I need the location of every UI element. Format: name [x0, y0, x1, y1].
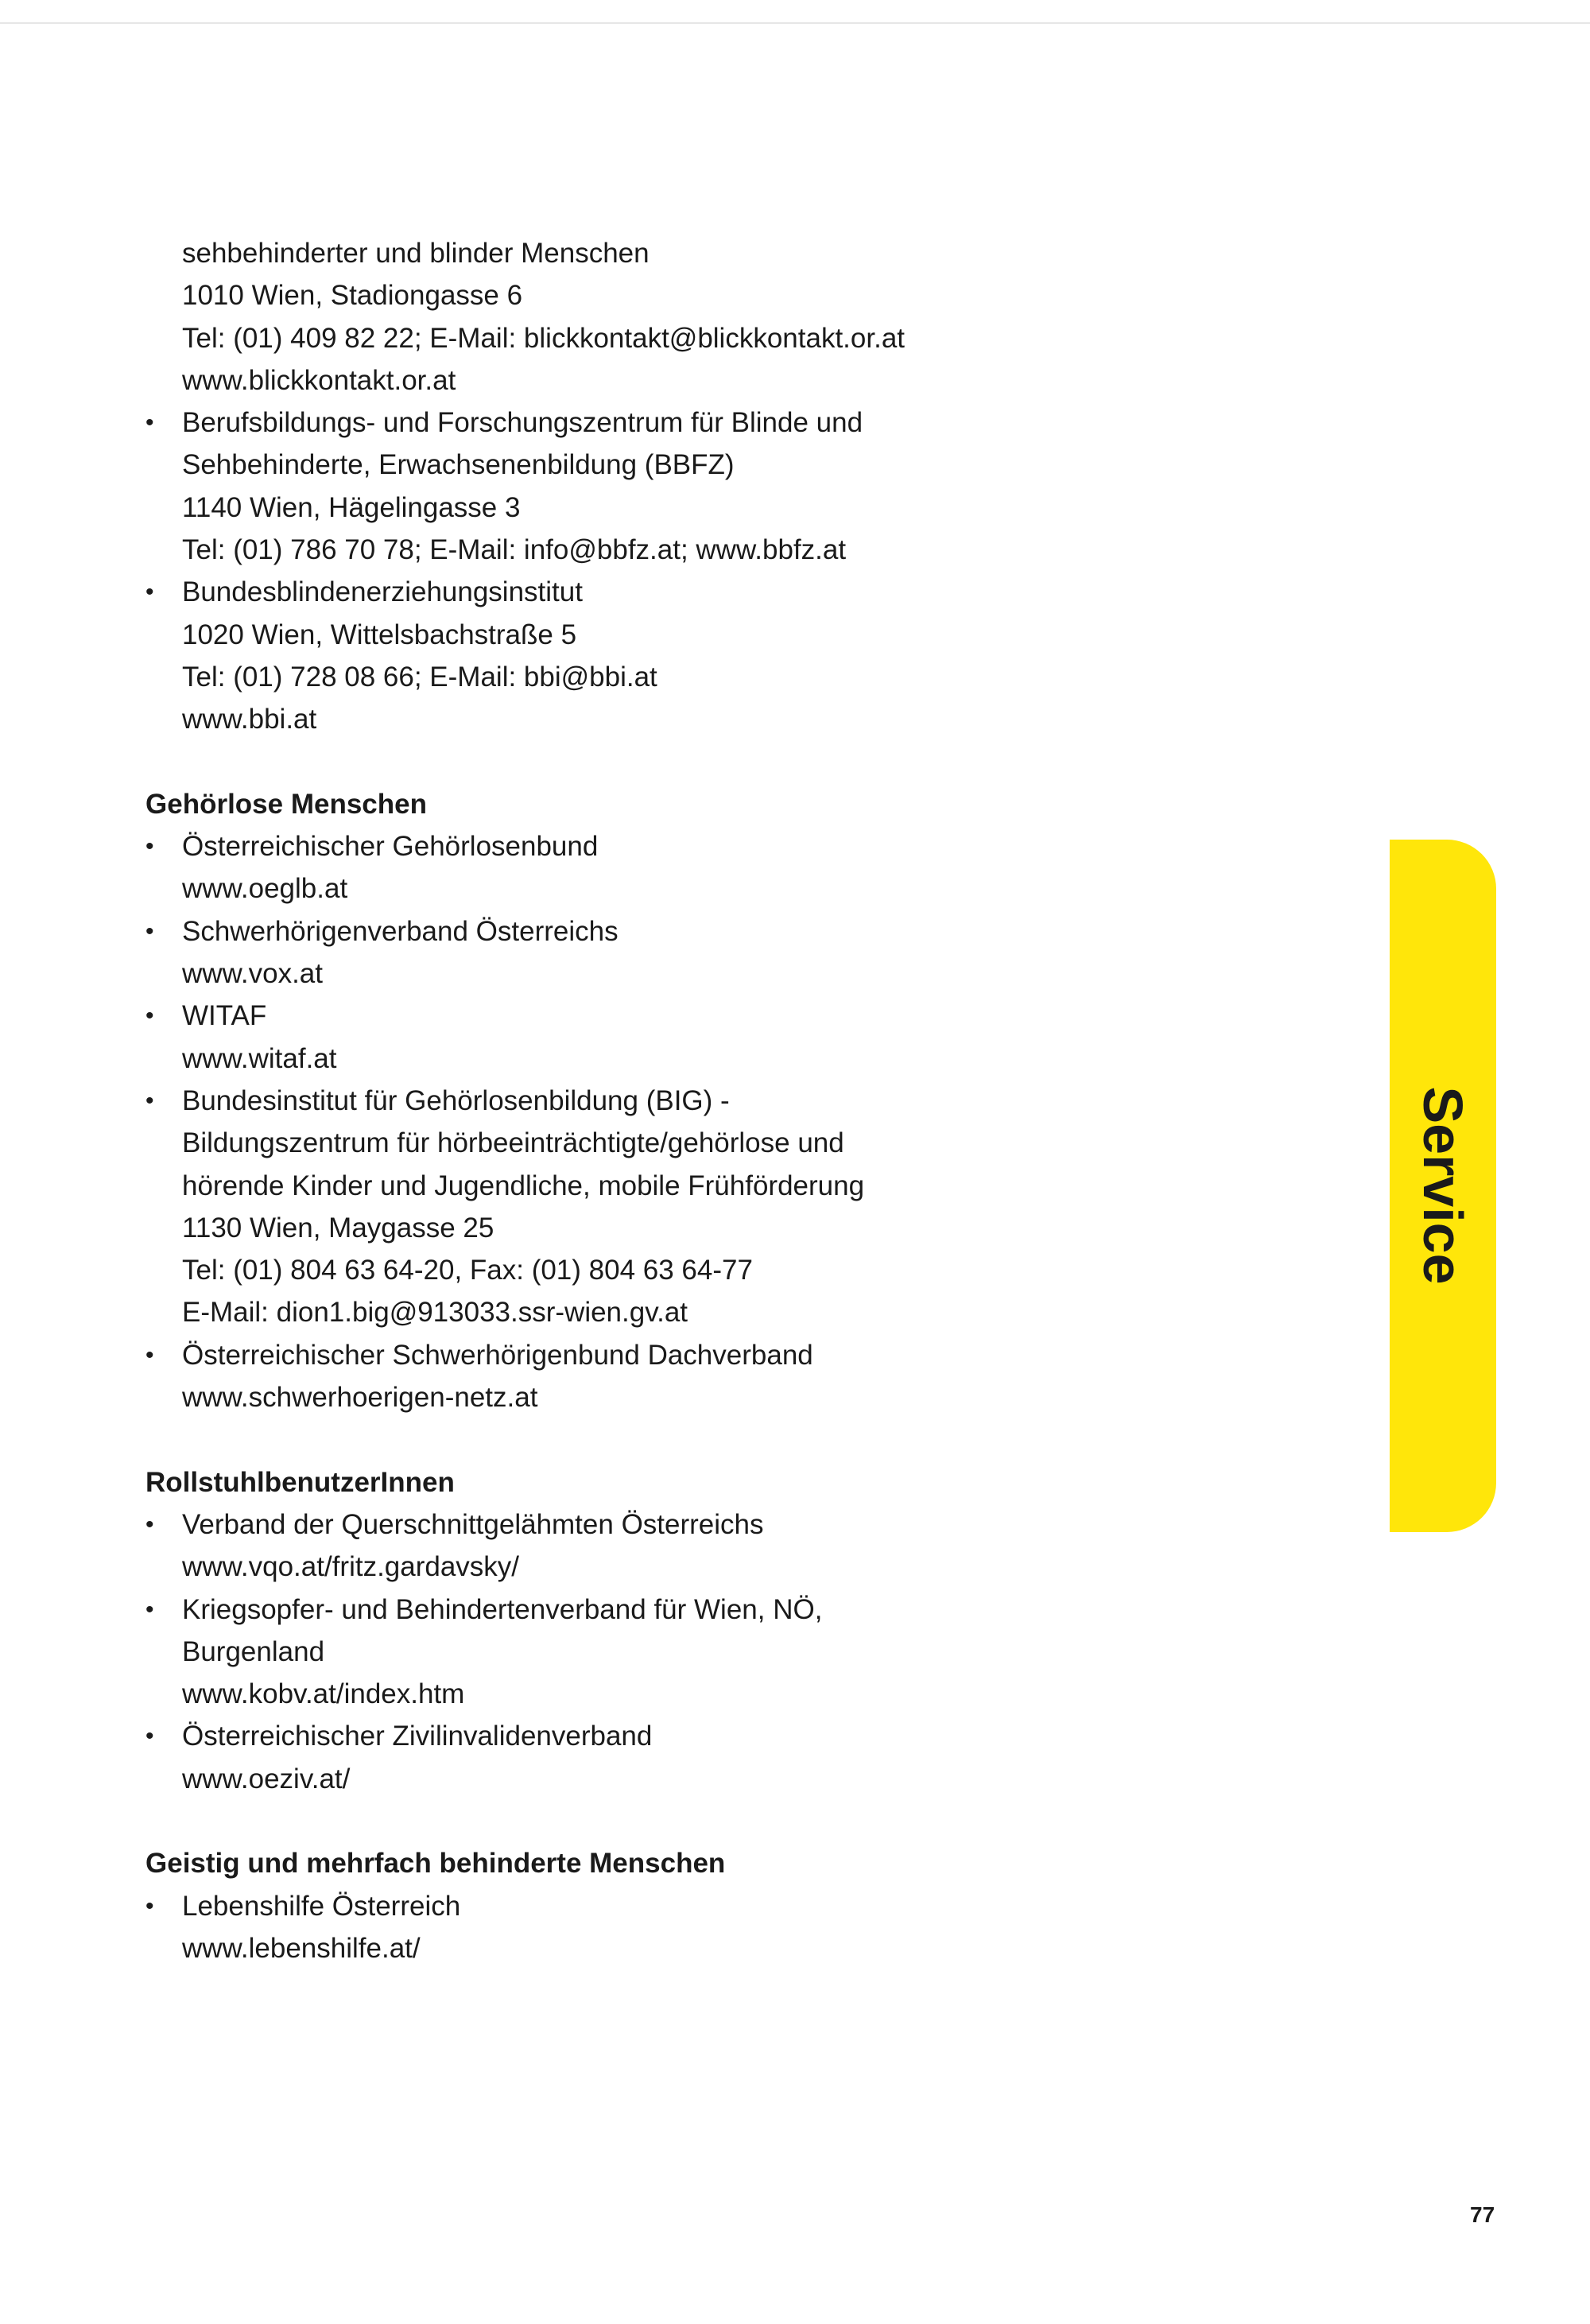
entry-link[interactable]: www.vqo.at/fritz.gardavsky/ — [182, 1551, 520, 1583]
section-heading-wheelchair: RollstuhlbenutzerInnen — [145, 1466, 455, 1498]
entry-line: Burgenland — [182, 1635, 325, 1667]
list-item — [145, 1080, 1338, 1334]
entry-line: • Österreichischer Zivilinvalidenverband — [145, 1715, 1338, 1757]
entry-line: Tel: (01) 804 63 64-20, Fax: (01) 804 63 64-77 — [182, 1255, 753, 1286]
entry-link[interactable]: www.oeglb.at — [182, 873, 348, 905]
entry-link[interactable]: www.witaf.at — [182, 1042, 337, 1074]
entry-link[interactable]: www.schwerhoerigen-netz.at — [182, 1382, 538, 1414]
entry-line: 1130 Wien, Maygasse 25 — [182, 1212, 494, 1243]
list-item — [145, 1589, 1338, 1716]
section-gap — [145, 1800, 1338, 1842]
intro-entry — [145, 232, 1338, 402]
list-item — [145, 910, 1338, 995]
entry-link[interactable]: www.kobv.at/index.htm — [182, 1678, 465, 1710]
list-item — [145, 1885, 1338, 1970]
entry-link[interactable]: www.blickkontakt.or.at — [182, 364, 456, 396]
entry-line: 1140 Wien, Hägelingasse 3 — [182, 491, 521, 523]
entry-line: • Schwerhörigenverband Österreichs — [145, 910, 1338, 952]
list-item — [145, 402, 1338, 571]
list-item — [145, 1334, 1338, 1419]
entry-line: sehbehinderter und blinder Menschen — [182, 238, 650, 269]
entry-line: • Verband der Querschnittgelähmten Österreichs — [145, 1503, 1338, 1546]
entry-line: Tel: (01) 409 82 22; E-Mail: blickkontakt@blickkontakt.or.at — [182, 322, 906, 354]
section-heading-mental: Geistig und mehrfach behinderte Menschen — [145, 1848, 726, 1880]
entry-line: Sehbehinderte, Erwachsenenbildung (BBFZ) — [182, 449, 735, 481]
entry-line: E-Mail: dion1.big@913033.ssr-wien.gv.at — [182, 1297, 688, 1329]
list-item — [145, 825, 1338, 910]
entry-line: Bildungszentrum für hörbeeinträchtigte/gehörlose und — [182, 1127, 844, 1159]
top-rule — [0, 22, 1590, 24]
service-tab-label: Service — [1412, 1086, 1474, 1285]
entry-line: hörende Kinder und Jugendliche, mobile Frühförderung — [182, 1170, 865, 1201]
entry-line: • Bundesinstitut für Gehörlosenbildung (BIG) - — [145, 1080, 1338, 1122]
entry-line: • WITAF — [145, 995, 1338, 1037]
entry-line: Tel: (01) 786 70 78; E-Mail: info@bbfz.at; www.bbfz.at — [182, 534, 847, 566]
entry-link[interactable]: www.vox.at — [182, 958, 323, 990]
section-gap — [145, 741, 1338, 783]
page-number: 77 — [1470, 2202, 1495, 2227]
entry-line: • Berufsbildungs- und Forschungszentrum für Blinde und — [145, 402, 1338, 444]
page-content — [145, 232, 1338, 1969]
list-item — [145, 571, 1338, 740]
entry-line: • Österreichischer Gehörlosenbund — [145, 825, 1338, 867]
entry-line: • Lebenshilfe Österreich — [145, 1885, 1338, 1927]
entry-line: • Kriegsopfer- und Behindertenverband für Wien, NÖ, — [145, 1589, 1338, 1631]
list-item — [145, 1715, 1338, 1800]
entry-line: 1020 Wien, Wittelsbachstraße 5 — [182, 619, 577, 650]
entry-link[interactable]: www.oeziv.at/ — [182, 1763, 351, 1794]
entry-link[interactable]: www.lebenshilfe.at/ — [182, 1932, 421, 1964]
list-item — [145, 995, 1338, 1080]
entry-line: Tel: (01) 728 08 66; E-Mail: bbi@bbi.at — [182, 661, 657, 693]
list-item — [145, 1503, 1338, 1589]
entry-line: • Österreichischer Schwerhörigenbund Dachverband — [145, 1334, 1338, 1376]
section-heading-deaf: Gehörlose Menschen — [145, 788, 427, 820]
entry-link[interactable]: www.bbi.at — [182, 704, 317, 735]
entry-line: • Bundesblindenerziehungsinstitut — [145, 571, 1338, 613]
section-gap — [145, 1418, 1338, 1461]
entry-line: 1010 Wien, Stadiongasse 6 — [182, 280, 523, 312]
